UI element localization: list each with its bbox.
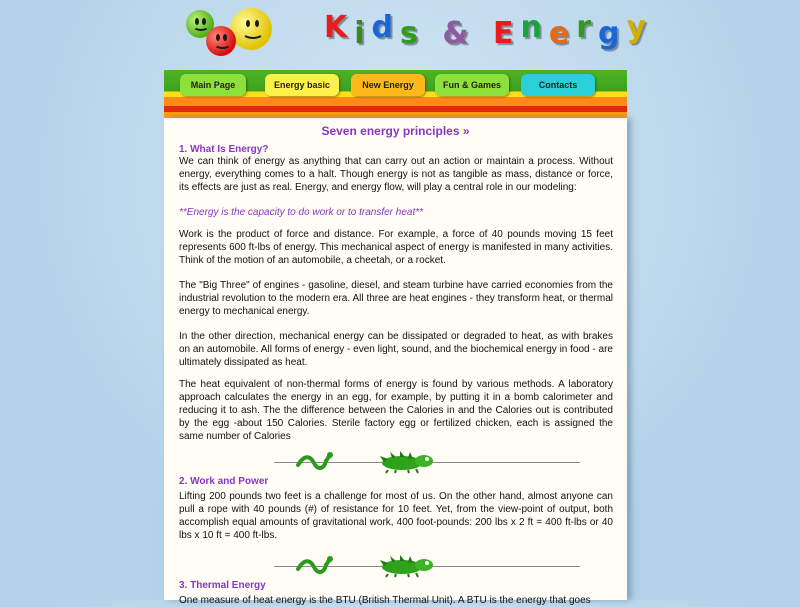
- logo-letter: i: [354, 16, 372, 51]
- logo-letter: g: [597, 16, 627, 51]
- logo-letter: &: [442, 16, 476, 51]
- paragraph: Work is the product of force and distance. For example, a force of 40 pounds moving 15 feet represents 600 ft-lbs of energy. This mechanical aspect of energy is manifested in many activities. Think of the motion of an automobile, a cheetah, or a rocket.: [179, 229, 613, 266]
- dragon-icon: [378, 554, 436, 578]
- page-title: Seven energy principles »: [321, 124, 470, 138]
- logo-letter: r: [576, 10, 598, 45]
- paragraph: We can think of energy as anything that can carry out an action or maintain a process. Without energy, everything comes to a halt. Though energy is not as tangible as mass, distance or force, its effects are just as real. Energy, and energy flow, will play a central role in our modeling:: [179, 156, 613, 193]
- main-navigation: [164, 70, 627, 106]
- paragraph: One measure of heat energy is the BTU (British Thermal Unit). A BTU is the energy that goes: [179, 595, 591, 606]
- section-heading: 2. Work and Power: [179, 476, 269, 487]
- logo-letter: y: [626, 10, 654, 45]
- dragon-icon: [378, 450, 436, 474]
- logo-letter: s: [400, 16, 425, 51]
- nav-energy-basic-button[interactable]: Energy basic: [265, 74, 339, 96]
- paragraph: In the other direction, mechanical energy can be dissipated or degraded to heat, as with brakes on an automobile. All forms of energy - even light, sound, and the biochemical energy in food - are ultimately dissipated as heat.: [179, 331, 613, 368]
- paragraph: The heat equivalent of non-thermal forms of energy is found by various methods. A laboratory approach calculates the energy in an egg, for example, by putting it in a bomb calorimeter and reducing it to ash. The the difference between the Calories in and the Calories out is contributed by the egg -about 150 Calories. Sterile factory egg or fertilized chicken, each is assigned the same number of Calories: [179, 379, 613, 442]
- logo-letter: [425, 10, 442, 45]
- section-heading: 1. What Is Energy?: [179, 144, 269, 155]
- site-header: [0, 0, 800, 70]
- logo-letter: d: [371, 10, 401, 45]
- yellow-smiley-icon: [230, 8, 272, 50]
- main-content: [164, 118, 627, 606]
- highlight-quote: **Energy is the capacity to do work or to transfer heat**: [179, 207, 424, 218]
- logo-letter: K: [324, 10, 355, 45]
- logo-letter: E: [492, 16, 521, 51]
- red-smiley-icon: [206, 26, 236, 56]
- section-heading: 3. Thermal Energy: [179, 580, 266, 591]
- logo-letter: [476, 10, 493, 45]
- snake-icon: [296, 555, 336, 577]
- nav-contacts-button[interactable]: Contacts: [521, 74, 595, 96]
- site-logo[interactable]: [324, 10, 654, 51]
- logo-letter: n: [520, 10, 549, 45]
- paragraph: Lifting 200 pounds two feet is a challenge for most of us. On the other hand, almost anyone can pull a rope with 40 pounds (#) of resistance for 10 feet. Yet, from the view-point of output, both accomplish equal amounts of gravitational work, 400 foot-pounds: 200 lbs x 2 ft = 400 ft-lbs or 40 lbs x 10 ft = 400 ft-lbs.: [179, 491, 613, 541]
- nav-fun-games-button[interactable]: Fun & Games: [435, 74, 509, 96]
- nav-main-page-button[interactable]: Main Page: [180, 74, 246, 96]
- paragraph: The "Big Three" of engines - gasoline, diesel, and steam turbine have carried economies from the industrial revolution to the modern era. All three are heat engines - they transform heat, or thermal energy to mechanical energy.: [179, 280, 613, 317]
- logo-letter: e: [548, 16, 577, 51]
- nav-new-energy-button[interactable]: New Energy: [351, 74, 425, 96]
- snake-icon: [296, 451, 336, 473]
